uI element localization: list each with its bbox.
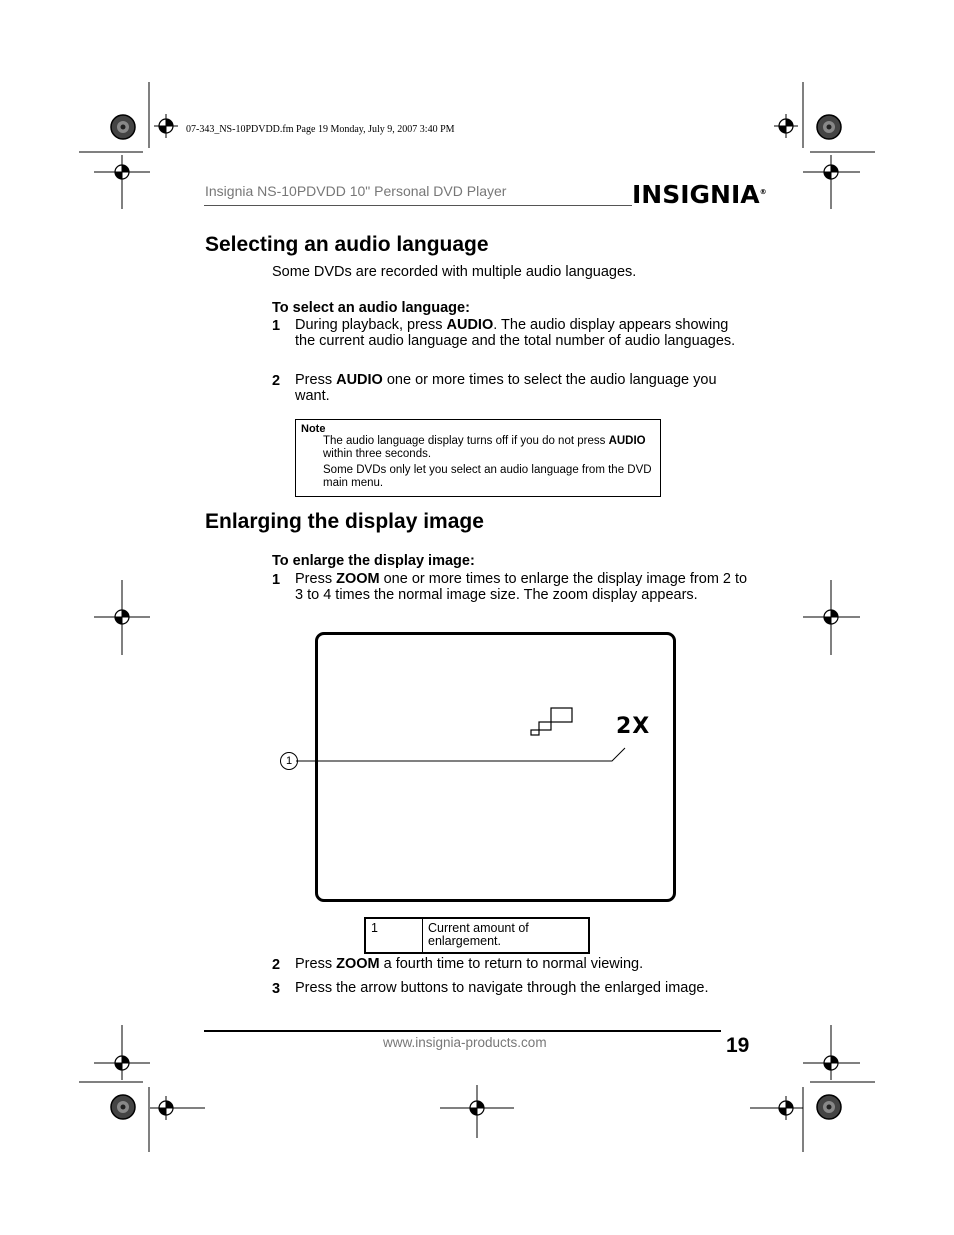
- table-row: [365, 918, 589, 953]
- step-number: 2: [272, 373, 281, 389]
- step-number: 2: [272, 957, 281, 973]
- step-number: 1: [272, 572, 281, 588]
- note-text: Some DVDs only let you select an audio language from the DVD main menu.: [323, 464, 652, 489]
- section-heading-enlarging-image: Enlarging the display image: [205, 510, 484, 533]
- callout-leader-line: [296, 740, 632, 770]
- brand-logo: [632, 180, 767, 209]
- figure-legend-table: [364, 917, 590, 954]
- note-box: [295, 419, 661, 497]
- callout-number: 1: [280, 752, 298, 770]
- step-text: Press ZOOM a fourth time to return to normal viewing.: [295, 956, 644, 972]
- step-number: 3: [272, 981, 281, 997]
- zoom-level-readout: 2X: [616, 714, 651, 739]
- section-heading-audio-language: Selecting an audio language: [205, 233, 489, 256]
- step-number: 1: [272, 318, 281, 334]
- section-intro: Some DVDs are recorded with multiple audio languages.: [272, 264, 637, 280]
- step-text: Press the arrow buttons to navigate through the enlarged image.: [295, 980, 709, 996]
- print-slug: 07-343_NS-10PDVDD.fm Page 19 Monday, July 9, 2007 3:40 PM: [186, 124, 455, 135]
- zoom-indicator-icon: [528, 706, 574, 738]
- legend-number: 1: [365, 918, 423, 953]
- procedure-heading: To select an audio language:: [272, 300, 470, 316]
- page-number: 19: [726, 1034, 750, 1057]
- note-text: The audio language display turns off if you do not press AUDIO within three seconds.: [323, 435, 646, 460]
- step-text: Press AUDIO one or more times to select the audio language you want.: [295, 372, 717, 404]
- footer-url: www.insignia-products.com: [383, 1035, 547, 1050]
- procedure-heading: To enlarge the display image:: [272, 553, 475, 569]
- running-header: Insignia NS-10PDVDD 10" Personal DVD Player: [205, 183, 507, 199]
- note-label: Note: [301, 423, 326, 435]
- step-text: During playback, press AUDIO. The audio display appears showing the current audio language and the total number of audio languages.: [295, 317, 736, 349]
- registered-mark: ®: [759, 188, 767, 196]
- step-text: Press ZOOM one or more times to enlarge the display image from 2 to 3 to 4 times the normal image size. The zoom display appears.: [295, 571, 748, 603]
- footer-rule: [204, 1030, 721, 1032]
- brand-logo-text: INSIGNIA: [632, 180, 760, 209]
- header-rule: [204, 205, 632, 206]
- legend-description: Current amount of enlargement.: [428, 921, 529, 948]
